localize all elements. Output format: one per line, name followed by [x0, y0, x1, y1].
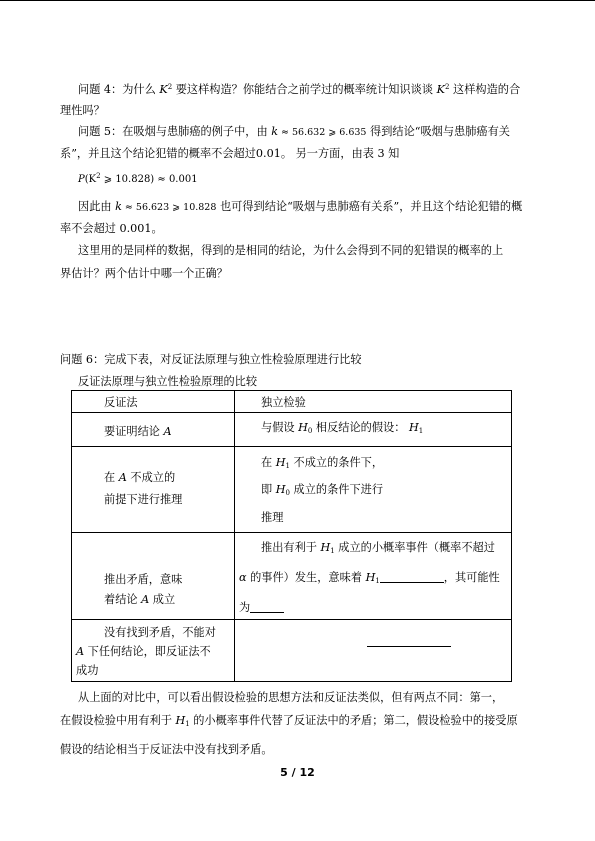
- conclusion-line-2: 在假设检验中用有利于 $H_1$ 的小概率事件代替了反证法中的矛盾；第二，假设检验中的接受原: [60, 714, 518, 728]
- table-header-row: [72, 391, 512, 413]
- q5-line-5: 率不会超过 0.001。: [60, 222, 163, 235]
- q4-line-2: 理性吗？: [60, 104, 105, 117]
- page-number: 5 / 12: [280, 766, 315, 779]
- r2-right-1: 在 $H_1$ 不成立的条件下，: [261, 456, 384, 470]
- r2-right-2: 即 $H_0$ 成立的条件下进行: [261, 483, 384, 497]
- table-row: [72, 533, 512, 620]
- r4-left-1: 没有找到矛盾，不能对: [104, 626, 216, 639]
- r3-left-1: 推出矛盾，意味: [104, 573, 183, 586]
- conclusion-line-3: 假设的结论相当于反证法中没有找到矛盾。: [60, 743, 273, 756]
- r3-right-1: 推出有利于 $H_1$ 成立的小概率事件（概率不超过: [261, 541, 495, 555]
- blank-line[interactable]: [380, 582, 444, 583]
- r2-right-3: 推理: [261, 511, 284, 524]
- r1-left: 要证明结论 A: [104, 425, 172, 438]
- conclusion-line-1: 从上面的对比中，可以看出假设检验的思想方法和反证法类似，但有两点不同：第一，: [78, 691, 504, 704]
- r4-left-3: 成功: [76, 664, 99, 677]
- q5-line-4: 因此由 k ≈ 56.623 ⩾ 10.828 也可得到结论“吸烟与患肺癌有关系”，并且这个结论犯错的概: [78, 200, 523, 213]
- table-row: [72, 447, 512, 533]
- q6-intro: 问题 6：完成下表，对反证法原理与独立性检验原理进行比较: [60, 353, 362, 366]
- table-row: [72, 413, 512, 447]
- r3-right-3: 为: [239, 599, 284, 615]
- r2-left-2: 前提下进行推理: [104, 493, 183, 506]
- q5-line-6: 这里用的是同样的数据，得到的是相同的结论，为什么会得到不同的犯错误的概率的上: [78, 244, 504, 257]
- q5-formula: $P(K^2$ ⩾ 10.828) ≈ 0.001: [78, 172, 198, 185]
- r3-left-2: 着结论 A 成立: [104, 593, 176, 606]
- r3-right-2: α 的事件）发生，意味着 $H_1$ ，其可能性: [239, 571, 500, 585]
- r4-left-2: A 下任何结论，即反证法不: [76, 645, 211, 658]
- blank-line[interactable]: [367, 646, 451, 647]
- table-row: [72, 620, 512, 682]
- q4-line-1: 问题 4：为什么 $K^2$ 要这样构造？你能结合之前学过的概率统计知识谈谈 $K^2$ 这样构造的合: [78, 83, 521, 96]
- header-proof-by-contradiction: 反证法: [104, 396, 138, 409]
- blank-line[interactable]: [250, 612, 284, 613]
- q5-line-7: 界估计？两个估计中哪一个正确？: [60, 267, 228, 280]
- r1-right: 与假设 $H_0$ 相反结论的假设： $H_1$: [261, 421, 424, 435]
- table-caption: 反证法原理与独立性检验原理的比较: [78, 375, 258, 388]
- header-independence-test: 独立检验: [261, 396, 306, 409]
- top-rule: [0, 0, 595, 1]
- q5-line-2: 系”，并且这个结论犯错的概率不会超过0.01。 另一方面，由表 3 知: [60, 147, 400, 160]
- r2-left-1: 在 A 不成立的: [104, 471, 176, 484]
- comparison-table: [71, 390, 512, 682]
- q5-line-1: 问题 5：在吸烟与患肺癌的例子中，由 k ≈ 56.632 ⩾ 6.635 得到结论“吸烟与患肺癌有关: [78, 125, 510, 138]
